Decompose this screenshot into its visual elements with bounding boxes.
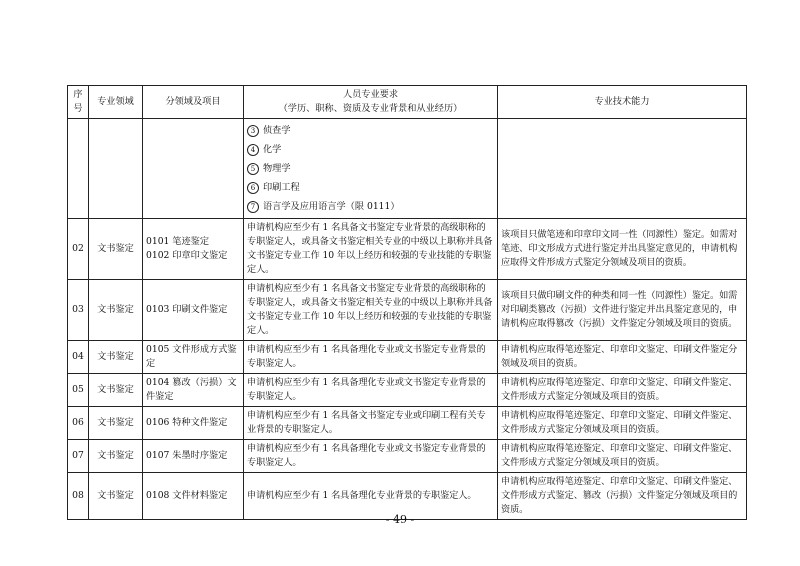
cell-capability: 申请机构应取得笔迹鉴定、印章印文鉴定、印刷文件鉴定、文件形成方式鉴定分领域及项目的资质。 [498, 407, 747, 440]
cell-capability: 该项目只做笔迹和印章印文同一性（同源性）鉴定。如需对笔迹、印文形成方式进行鉴定并出具鉴定意见的，申请机构应取得文件形成方式鉴定分领域及项目的资质。 [498, 219, 747, 280]
cell-seq: 02 [68, 219, 89, 280]
cell-personnel: 申请机构应至少有 1 名具备文书鉴定专业背景的高级职称的专职鉴定人，或具备文书鉴定相关专业的中级以上职称并具备文书鉴定专业工作 10 年以上经历和较强的专业技能的专职鉴定人。 [244, 219, 498, 280]
numbered-list-item [247, 121, 494, 140]
page-number: - 49 - [385, 513, 415, 526]
cell-personnel: 申请机构应至少有 1 名具备理化专业或文书鉴定专业背景的专职鉴定人。 [244, 374, 498, 407]
cell-capability [498, 119, 747, 219]
table-row [68, 280, 747, 341]
header-personnel-subtitle: （学历、职称、资质及专业背景和从业经历） [278, 103, 463, 114]
cell-domain: 文书鉴定 [89, 219, 143, 280]
subdomain-item: 0101 笔迹鉴定 [146, 236, 210, 247]
cell-seq [68, 119, 89, 219]
list-item-text: 侦查学 [263, 124, 291, 136]
cell-domain: 文书鉴定 [89, 407, 143, 440]
table-row [68, 374, 747, 407]
cell-domain: 文书鉴定 [89, 440, 143, 473]
cell-personnel-continued [244, 119, 498, 219]
cell-seq: 07 [68, 440, 89, 473]
list-item-text: 语言学及应用语言学（限 0111） [263, 200, 400, 212]
cell-subdomain [143, 280, 244, 341]
cell-seq: 08 [68, 473, 89, 520]
cell-seq: 04 [68, 341, 89, 374]
table-row [68, 440, 747, 473]
table-row-continued [68, 119, 747, 219]
table-row [68, 219, 747, 280]
subdomain-item: 0105 文件形成方式鉴定 [146, 344, 237, 369]
cell-subdomain [143, 341, 244, 374]
header-capability: 专业技术能力 [498, 86, 747, 119]
list-item-text: 化学 [263, 143, 282, 155]
cell-personnel: 申请机构应至少有 1 名具备文书鉴定专业背景的高级职称的专职鉴定人，或具备文书鉴定相关专业的中级以上职称并具备文书鉴定专业工作 10 年以上经历和较强的专业技能的专职鉴定人。 [244, 280, 498, 341]
cell-personnel: 申请机构应至少有 1 名具备理化专业或文书鉴定专业背景的专职鉴定人。 [244, 440, 498, 473]
cell-personnel: 申请机构应至少有 1 名具备文书鉴定专业或印刷工程有关专业背景的专职鉴定人。 [244, 407, 498, 440]
cell-domain: 文书鉴定 [89, 280, 143, 341]
header-subdomain: 分领域及项目 [143, 86, 244, 119]
numbered-list-item [247, 140, 494, 159]
cell-domain: 文书鉴定 [89, 341, 143, 374]
subdomain-item: 0104 篡改（污损）文件鉴定 [146, 377, 237, 402]
numbered-list-item [247, 159, 494, 178]
header-domain: 专业领域 [89, 86, 143, 119]
list-item-text: 物理学 [263, 162, 291, 174]
cell-capability: 申请机构应取得笔迹鉴定、印章印文鉴定、印刷文件鉴定、文件形成方式鉴定、篡改（污损）文件鉴定分领域及项目的资质。 [498, 473, 747, 520]
cell-domain: 文书鉴定 [89, 473, 143, 520]
header-personnel [244, 86, 498, 119]
subdomain-item: 0107 朱墨时序鉴定 [146, 450, 228, 461]
cell-subdomain [143, 219, 244, 280]
subdomain-item: 0103 印刷文件鉴定 [146, 304, 228, 315]
header-personnel-title: 人员专业要求 [342, 89, 399, 100]
cell-subdomain [143, 440, 244, 473]
numbered-list-item [247, 178, 494, 197]
subdomain-item: 0106 特种文件鉴定 [146, 417, 228, 428]
cell-subdomain [143, 374, 244, 407]
cell-seq: 05 [68, 374, 89, 407]
circled-number: 3 [247, 125, 259, 137]
cell-capability: 申请机构应取得笔迹鉴定、印章印文鉴定、印刷文件鉴定、文件形成方式鉴定分领域及项目的资质。 [498, 374, 747, 407]
cell-personnel: 申请机构应至少有 1 名具备理化专业背景的专职鉴定人。 [244, 473, 498, 520]
cell-seq: 06 [68, 407, 89, 440]
circled-number: 5 [247, 163, 259, 175]
circled-number: 6 [247, 182, 259, 194]
cell-personnel: 申请机构应至少有 1 名具备理化专业或文书鉴定专业背景的专职鉴定人。 [244, 341, 498, 374]
cell-subdomain [143, 119, 244, 219]
numbered-list-item [247, 197, 494, 216]
subdomain-item: 0108 文件材料鉴定 [146, 490, 228, 501]
subdomain-item: 0102 印章印文鉴定 [146, 250, 228, 261]
circled-number: 7 [247, 201, 259, 213]
cell-domain [89, 119, 143, 219]
cell-seq: 03 [68, 280, 89, 341]
cell-capability: 申请机构应取得笔迹鉴定、印章印文鉴定、印刷文件鉴定分领域及项目的资质。 [498, 341, 747, 374]
cell-domain: 文书鉴定 [89, 374, 143, 407]
header-seq: 序号 [68, 86, 89, 119]
table-row [68, 341, 747, 374]
qualification-table [67, 85, 747, 520]
list-item-text: 印刷工程 [263, 181, 300, 193]
cell-subdomain [143, 407, 244, 440]
table-row [68, 407, 747, 440]
cell-capability: 申请机构应取得笔迹鉴定、印章印文鉴定、印刷文件鉴定、文件形成方式鉴定分领域及项目的资质。 [498, 440, 747, 473]
circled-number: 4 [247, 144, 259, 156]
cell-capability: 该项目只做印刷文件的种类和同一性（同源性）鉴定。如需对印刷类篡改（污损）文件进行鉴定并出具鉴定意见的，申请机构应取得篡改（污损）文件鉴定分领域及项目的资质。 [498, 280, 747, 341]
